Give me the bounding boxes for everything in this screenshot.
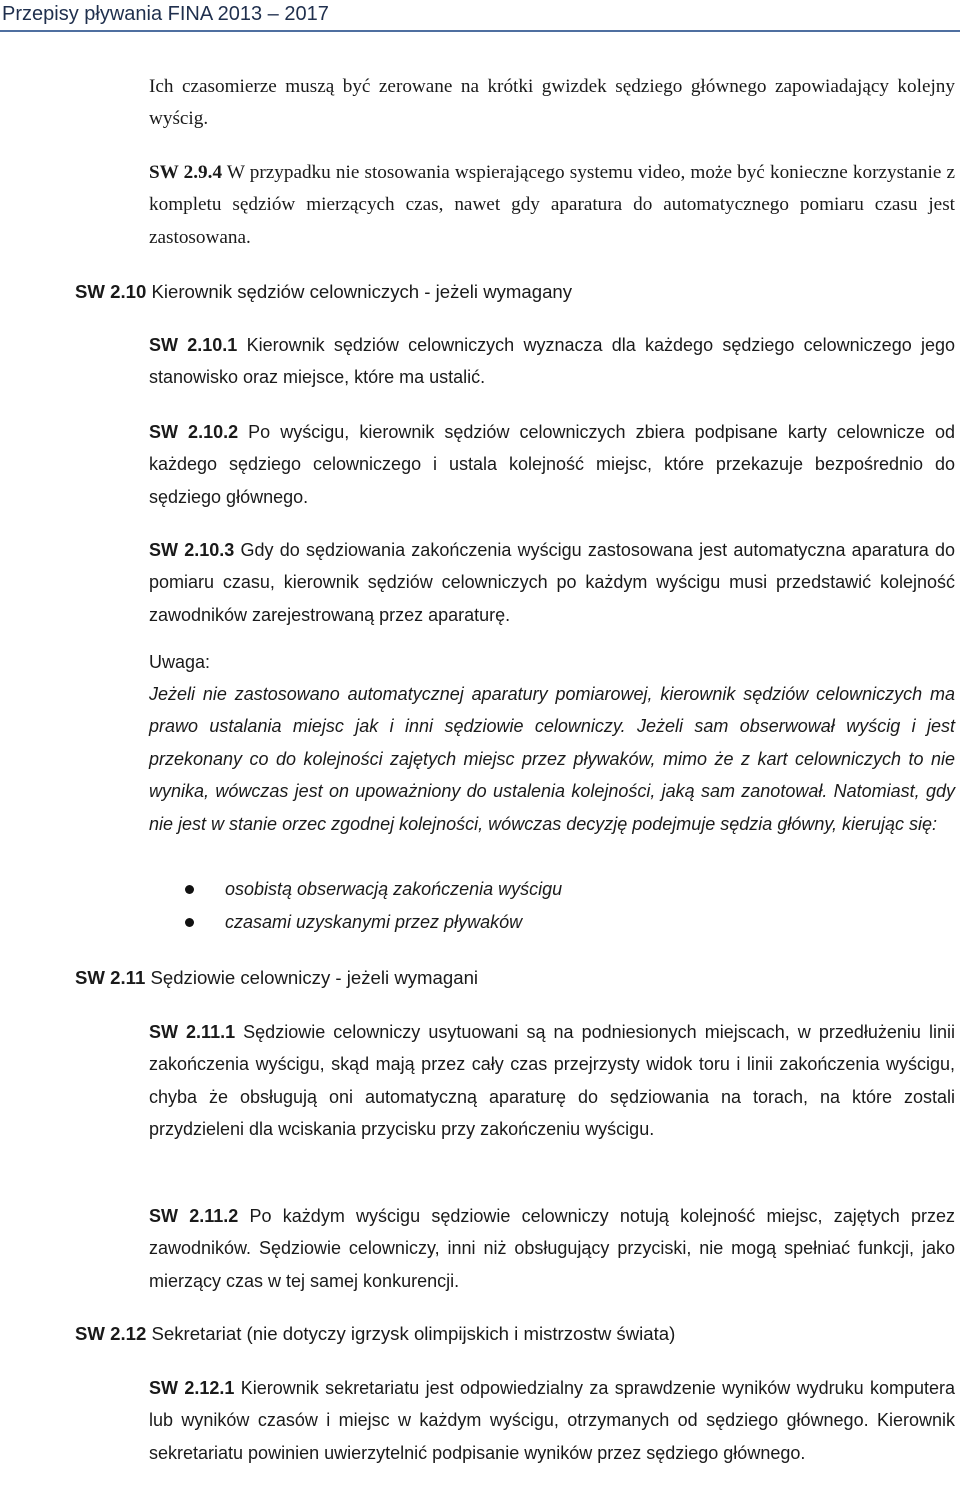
section-code: SW 2.10	[75, 281, 147, 302]
rule-text: Kierownik sekretariatu jest odpowiedzialny za sprawdzenie wyników wydruku komputera lub wyników czasów i miejsc w każdym wyścigu, otrzymanych od sędziego głównego. Kierownik sekretariatu powinien uwierzytelnić podpisanie wyników przez sędziego głównego.	[149, 1378, 955, 1463]
paragraph-sw-2-12-1	[149, 1372, 955, 1469]
section-title: Sekretariat (nie dotyczy igrzysk olimpijskich i mistrzostw świata)	[146, 1323, 676, 1344]
rule-code: SW 2.9.4	[149, 162, 223, 183]
section-code: SW 2.11	[75, 967, 146, 988]
rule-code: SW 2.11.1	[149, 1022, 236, 1042]
paragraph-sw-2-10-1	[149, 329, 955, 394]
rule-text: Gdy do sędziowania zakończenia wyścigu zastosowana jest automatyczna aparatura do pomiaru czasu, kierownik sędziów celowniczych po każdym wyścigu musi przedstawić kolejność zawodników zarejestrowaną przez aparaturę.	[149, 540, 955, 625]
paragraph-sw-2-10-3	[149, 534, 955, 631]
rule-code: SW 2.10.1	[149, 335, 238, 355]
paragraph-sw-2-9-4	[149, 157, 955, 254]
rule-text: Po wyścigu, kierownik sędziów celowniczych zbiera podpisane karty celownicze od każdego sędziego celowniczego i ustala kolejność miejsc, które przekazuje bezpośrednio do sędziego głównego.	[149, 422, 955, 507]
rule-code: SW 2.10.3	[149, 540, 235, 560]
section-title: Kierownik sędziów celowniczych - jeżeli wymagany	[146, 281, 573, 302]
paragraph-sw-2-11-2	[149, 1200, 955, 1297]
paragraph-timekeepers-reset: Ich czasomierze muszą być zerowane na krótki gwizdek sędziego głównego zapowiadający kolejny wyścig.	[149, 76, 955, 130]
header-divider	[0, 30, 960, 32]
section-title: Sędziowie celowniczy - jeżeli wymagani	[145, 967, 479, 988]
note-bullet-list	[185, 873, 885, 939]
paragraph-sw-2-11-1	[149, 1016, 955, 1146]
rule-code: SW 2.11.2	[149, 1206, 239, 1226]
rule-text: Kierownik sędziów celowniczych wyznacza dla każdego sędziego celowniczego jego stanowisko oraz miejsce, które ma ustalić.	[149, 335, 956, 388]
page-header-title: Przepisy pływania FINA 2013 – 2017	[2, 3, 329, 25]
rule-code: SW 2.10.2	[149, 422, 239, 442]
rule-text: W przypadku nie stosowania wspierającego systemu video, może być konieczne korzystanie z kompletu sędziów mierzących czas, nawet gdy aparatura do automatycznego pomiaru czasu jest zastosowana.	[149, 162, 955, 248]
rule-text: Sędziowie celowniczy usytuowani są na podniesionych miejscach, w przedłużeniu linii zakończenia wyścigu, skąd mają przez cały czas przejrzysty widok toru i linii zakończenia wyścigu, chyba że obsługują oni automatyczną aparaturę do sędziowania na torach, na które zostali przydzieleni dla wciskania przycisku przy zakończeniu wyścigu.	[149, 1022, 955, 1140]
section-heading-sw-2-12	[75, 1318, 955, 1350]
rule-code: SW 2.12.1	[149, 1378, 235, 1398]
section-code: SW 2.12	[75, 1323, 147, 1344]
list-item: osobistą obserwacją zakończenia wyścigu	[185, 873, 885, 906]
section-heading-sw-2-10	[75, 276, 955, 308]
note-text: Jeżeli nie zastosowano automatycznej aparatury pomiarowej, kierownik sędziów celowniczych ma prawo ustalania miejsc jak i inni sędziowie celowniczy. Jeżeli sam obserwował wyścig i jest przekonany co do kolejności zajętych miejsc przez pływaków, mimo że z kart celowniczych to nie wynika, wówczas jest on upoważniony do ustalenia kolejności, jaką sam zanotował. Natomiast, gdy nie jest w stanie orzec zgodnej kolejności, wówczas decyzję podejmuje sędzia główny, kierując się:	[149, 684, 955, 834]
paragraph-sw-2-10-2	[149, 416, 955, 513]
note-label: Uwaga:	[149, 652, 211, 672]
list-item: czasami uzyskanymi przez pływaków	[185, 906, 885, 939]
rule-text: Po każdym wyścigu sędziowie celowniczy notują kolejność miejsc, zajętych przez zawodników. Sędziowie celowniczy, inni niż obsługujący przyciski, nie mogą spełniać funkcji, jako mierzący czas w tej samej konkurencji.	[149, 1206, 955, 1291]
section-heading-sw-2-11	[75, 962, 955, 994]
